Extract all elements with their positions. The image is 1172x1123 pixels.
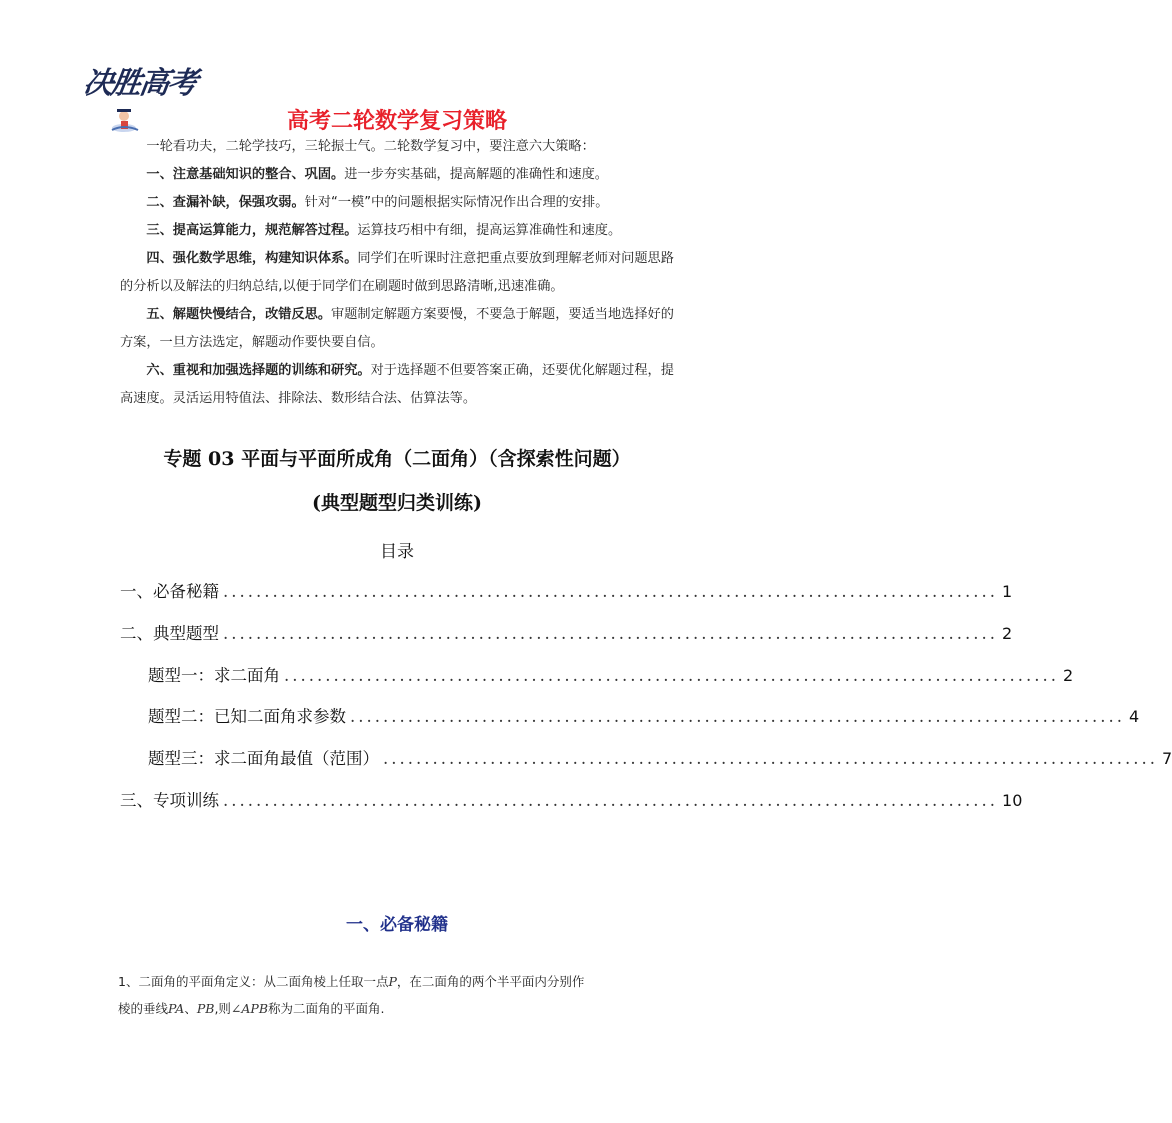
strategy-text: 针对“一模”中的问题根据实际情况作出合理的安排。: [304, 195, 609, 210]
strategy-text: 同学们在听课时注意把重点要放到理解老师对问题思路的分析以及解法的归纳总结,以便于同学们在刷题时做到思路清晰,迅速准确。: [120, 251, 674, 294]
strategy-item: [120, 357, 680, 413]
intro-text: 一轮看功夫，二轮学技巧，三轮振士气。二轮数学复习中，要注意六大策略：: [146, 139, 595, 154]
toc-page-number: 2: [1002, 624, 1013, 643]
strategy-bold: 三、提高运算能力，规范解答过程。: [146, 223, 358, 238]
strategy-text: 运算技巧相中有细，提高运算准确性和速度。: [357, 223, 622, 238]
section-heading: 一、必备秘籍: [346, 915, 448, 935]
intro-paragraph: [120, 133, 680, 161]
strategy-bold: 五、解题快慢结合，改错反思。: [146, 307, 332, 322]
strategy-item: [120, 161, 680, 189]
strategy-bold: 二、查漏补缺，保强攻弱。: [146, 195, 305, 210]
document-subtitle: (典型题型归类训练): [312, 492, 482, 514]
math-var: P: [388, 974, 397, 989]
strategy-bold: 四、强化数学思维，构建知识体系。: [146, 251, 358, 266]
toc-label: 三、专项训练: [120, 791, 219, 810]
definition-text: ，在二面角的两个半平面内分别作: [396, 974, 585, 989]
math-var: PA: [168, 1001, 185, 1016]
toc-page-number: 10: [1002, 791, 1023, 810]
strategy-item: [120, 245, 680, 301]
toc-page-number: 2: [1063, 666, 1074, 685]
definition-text: 称为二面角的平面角.: [268, 1001, 385, 1016]
definition-text: ,则: [214, 1001, 231, 1016]
document-title: 专题 03 平面与平面所成角（二面角）（含探索性问题）: [163, 448, 631, 470]
definition-text: 1、二面角的平面角定义：从二面角棱上任取一点: [118, 974, 389, 989]
toc-entry[interactable]: [148, 662, 1074, 686]
definition-line: [118, 968, 698, 995]
strategy-item: [120, 301, 680, 357]
toc-label: 一、必备秘籍: [120, 582, 219, 601]
strategy-bold: 一、注意基础知识的整合、巩固。: [146, 167, 345, 182]
toc-entry[interactable]: [120, 620, 1013, 644]
toc-entry[interactable]: [148, 703, 1140, 727]
strategy-text: 审题制定解题方案要慢，不要急于解题，要适当地选择好的方案，一旦方法选定，解题动作要快要自信。: [120, 307, 674, 350]
toc-leader: ..............................................................................................: [383, 749, 1159, 768]
toc-leader: ..............................................................................................: [350, 707, 1126, 726]
strategy-text: 进一步夯实基础，提高解题的准确性和速度。: [344, 167, 608, 182]
toc-page-number: 1: [1002, 582, 1013, 601]
math-var: PB: [196, 1001, 215, 1016]
strategy-text: 对于选择题不但要答案正确，还要优化解题过程，提高速度。灵活运用特值法、排除法、数形结合法、估算法等。: [120, 363, 674, 406]
toc-label: 题型三：求二面角最值（范围）: [148, 749, 379, 768]
math-var: ∠APB: [230, 1001, 269, 1016]
toc-entry[interactable]: [120, 578, 1013, 602]
toc-leader: ..............................................................................................: [284, 666, 1060, 685]
toc-heading: 目录: [380, 542, 414, 562]
strategy-bold: 六、重视和加强选择题的训练和研究。: [146, 363, 371, 378]
toc-label: 二、典型题型: [120, 624, 219, 643]
toc-entry[interactable]: [148, 745, 1172, 769]
banner-title: 高考二轮数学复习策略: [286, 109, 507, 134]
definition-line: [118, 995, 698, 1022]
toc-leader: ..............................................................................................: [223, 791, 999, 810]
toc-label: 题型一：求二面角: [148, 666, 280, 685]
toc-page-number: 4: [1129, 707, 1140, 726]
toc-entry[interactable]: [120, 787, 1023, 811]
logo-text: 决胜高考: [81, 66, 198, 101]
strategy-item: [120, 189, 680, 217]
toc-leader: ..............................................................................................: [223, 624, 999, 643]
definition-text: 、: [184, 1001, 197, 1016]
definition-paragraph: [118, 968, 698, 1022]
strategy-list: [120, 161, 680, 413]
toc-page-number: 7: [1162, 749, 1172, 768]
toc-label: 题型二：已知二面角求参数: [148, 707, 346, 726]
toc-leader: ..............................................................................................: [223, 582, 999, 601]
strategy-item: [120, 217, 680, 245]
definition-text: 棱的垂线: [118, 1001, 169, 1016]
